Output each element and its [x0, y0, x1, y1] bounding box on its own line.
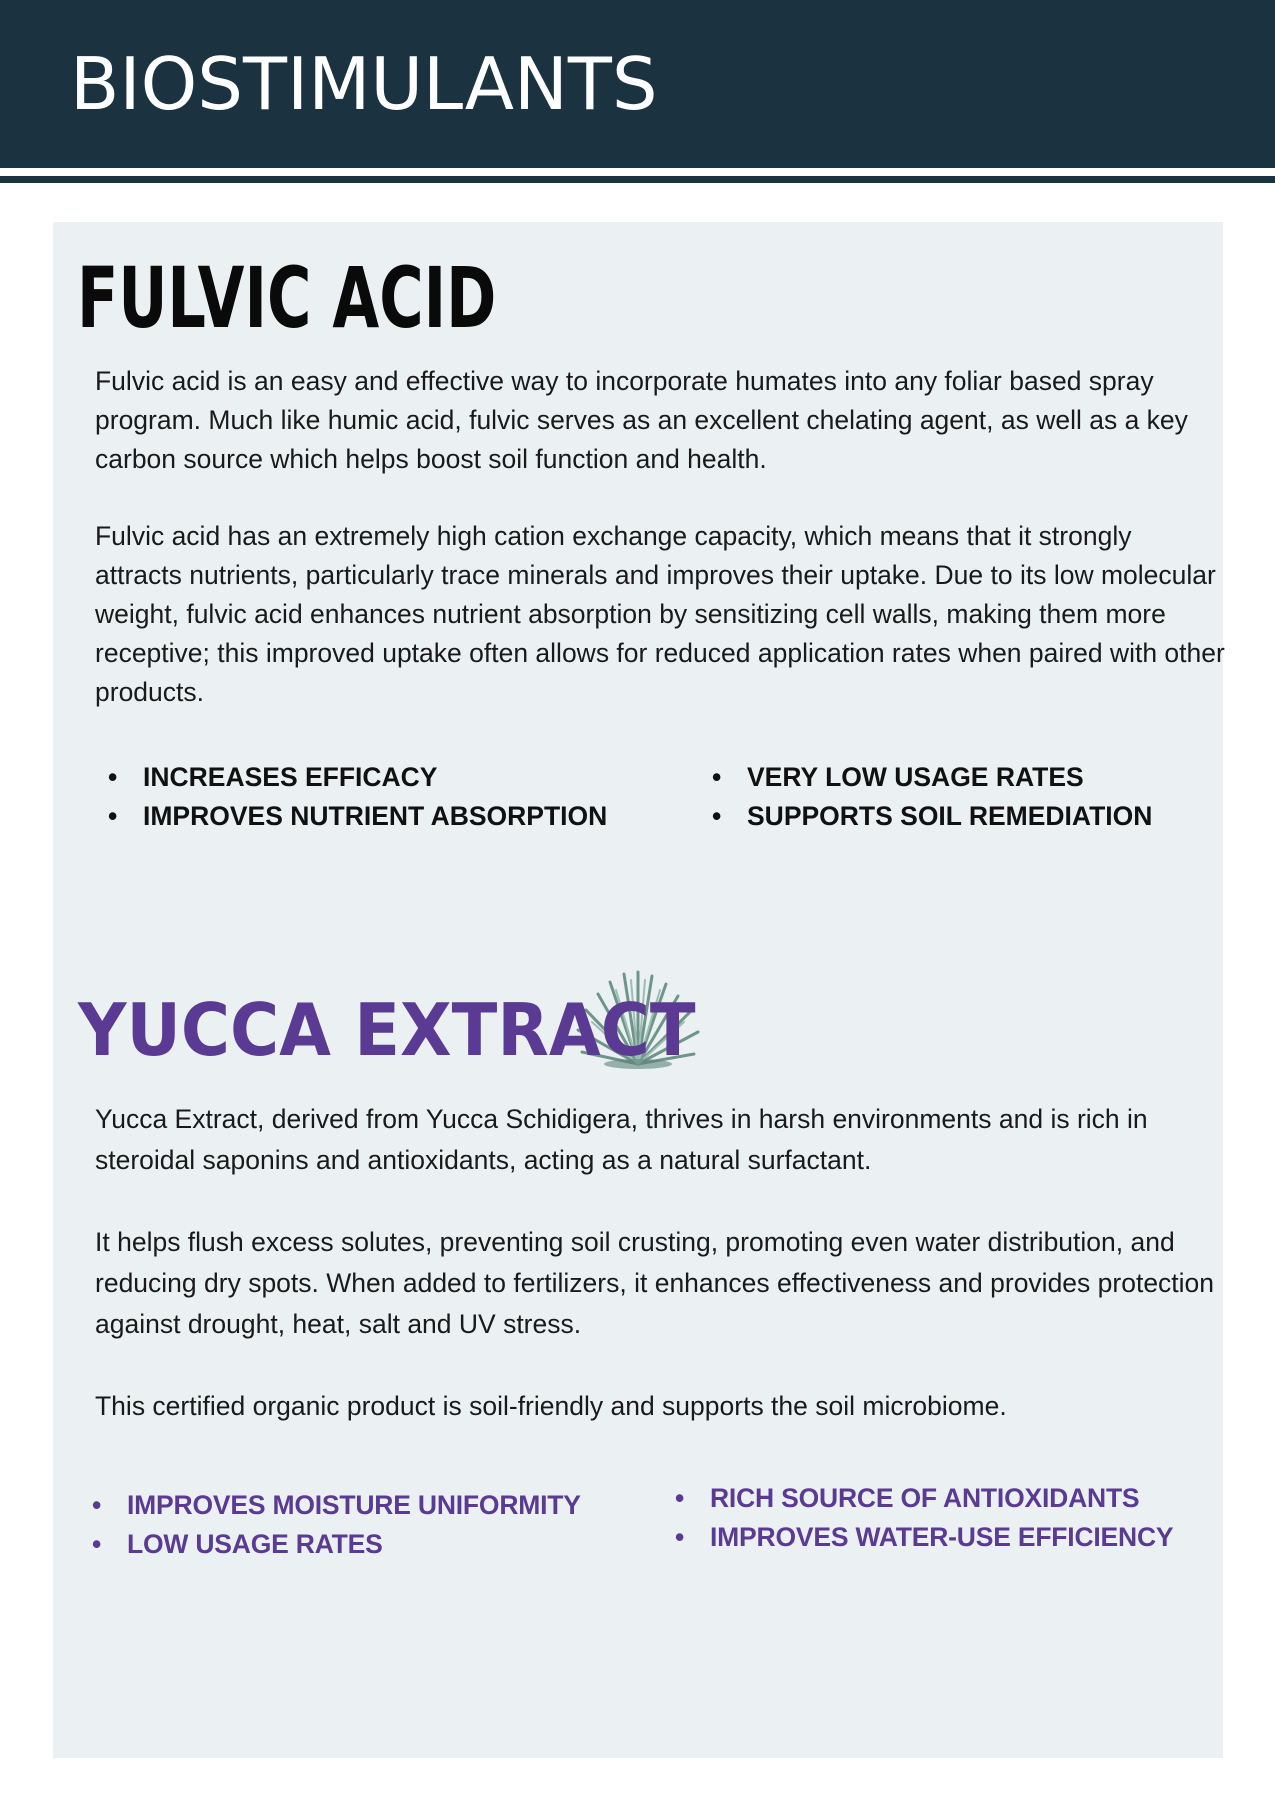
list-item: • INCREASES EFFICACY [108, 758, 607, 797]
yucca-paragraph-2: It helps flush excess solutes, preventing soil crusting, promoting even water distribution, and reducing dry spots. When added to fertilizers, it enhances effectiveness and provides protection against drought, heat, salt and UV stress. [95, 1227, 1215, 1339]
list-item: • VERY LOW USAGE RATES [712, 758, 1152, 797]
fulvic-benefits-right [712, 758, 1152, 836]
list-item: • IMPROVES MOISTURE UNIFORMITY [92, 1486, 581, 1525]
header-divider [0, 176, 1275, 183]
list-item: • LOW USAGE RATES [92, 1525, 581, 1564]
list-item: • RICH SOURCE OF ANTIOXIDANTS [675, 1479, 1173, 1518]
yucca-paragraph-3: This certified organic product is soil-friendly and supports the soil microbiome. [95, 1391, 1007, 1421]
header-band [0, 0, 1275, 168]
yucca-extract-heading: YUCCA EXTRACT [78, 988, 696, 1072]
list-item: • IMPROVES WATER-USE EFFICIENCY [675, 1518, 1173, 1557]
list-item: • IMPROVES NUTRIENT ABSORPTION [108, 797, 607, 836]
yucca-benefits-right [675, 1479, 1173, 1557]
list-item: • SUPPORTS SOIL REMEDIATION [712, 797, 1152, 836]
yucca-paragraph-1: Yucca Extract, derived from Yucca Schidigera, thrives in harsh environments and is rich in steroidal saponins and antioxidants, acting as a natural surfactant. [95, 1104, 1148, 1175]
fulvic-benefits-left [108, 758, 607, 836]
fulvic-paragraph-2: Fulvic acid has an extremely high cation exchange capacity, which means that it strongly attracts nutrients, particularly trace minerals and improves their uptake. Due to its low molecular weight, fulvic acid enhances nutrient absorption by sensitizing cell walls, making them more receptive; this improved uptake often allows for reduced application rates when paired with other products. [95, 521, 1225, 707]
fulvic-paragraph-1: Fulvic acid is an easy and effective way to incorporate humates into any foliar based spray program. Much like humic acid, fulvic serves as an excellent chelating agent, as well as a key carbon source which helps boost soil function and health. [95, 366, 1188, 474]
page-title: BIOSTIMULANTS [70, 42, 658, 126]
yucca-benefits-left [92, 1486, 581, 1564]
fulvic-acid-heading: FULVIC ACID [77, 249, 497, 347]
